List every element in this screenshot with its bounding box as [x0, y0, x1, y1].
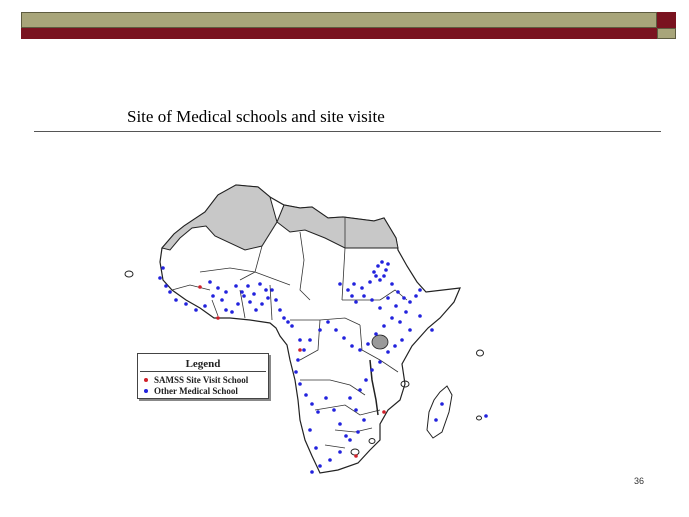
school-marker [393, 344, 397, 348]
school-marker [274, 298, 278, 302]
school-marker [234, 284, 238, 288]
school-marker [370, 298, 374, 302]
school-marker [378, 278, 382, 282]
school-marker [434, 418, 438, 422]
school-marker [248, 300, 252, 304]
school-marker [358, 348, 362, 352]
school-marker [430, 328, 434, 332]
school-marker [216, 286, 220, 290]
school-marker [224, 308, 228, 312]
school-marker [440, 402, 444, 406]
school-marker [161, 266, 165, 270]
school-marker [278, 308, 282, 312]
school-marker [362, 418, 366, 422]
school-marker [390, 316, 394, 320]
school-marker [338, 450, 342, 454]
school-marker [338, 422, 342, 426]
school-marker [348, 438, 352, 442]
school-marker [240, 290, 244, 294]
school-marker [296, 358, 300, 362]
legend-swatch-other-school [144, 389, 148, 393]
site-visit-marker [382, 410, 386, 414]
school-marker [318, 464, 322, 468]
site-visit-marker [216, 316, 220, 320]
site-visit-marker [198, 285, 202, 289]
school-marker [332, 408, 336, 412]
school-marker [348, 396, 352, 400]
school-marker [338, 282, 342, 286]
school-marker [328, 458, 332, 462]
lake-victoria [372, 335, 388, 349]
school-marker [404, 310, 408, 314]
school-marker [211, 294, 215, 298]
school-marker [356, 430, 360, 434]
island-seychelles-a [477, 416, 482, 420]
school-marker [408, 328, 412, 332]
page-number: 36 [634, 476, 645, 486]
legend-title: Legend [185, 358, 221, 370]
school-marker [386, 350, 390, 354]
school-marker [314, 446, 318, 450]
school-marker [304, 393, 308, 397]
school-marker [270, 288, 274, 292]
legend-label-other-school: Other Medical School [154, 386, 238, 396]
school-marker [418, 288, 422, 292]
school-marker [366, 342, 370, 346]
school-marker [252, 292, 256, 296]
school-marker [376, 264, 380, 268]
school-marker [326, 320, 330, 324]
school-marker [368, 280, 372, 284]
school-marker [384, 268, 388, 272]
legend-label-site-visit: SAMSS Site Visit School [154, 375, 249, 385]
school-marker [230, 310, 234, 314]
school-marker [364, 378, 368, 382]
school-marker [350, 294, 354, 298]
school-marker [308, 338, 312, 342]
school-marker [418, 314, 422, 318]
school-marker [380, 260, 384, 264]
school-marker [158, 276, 162, 280]
school-marker [374, 274, 378, 278]
school-marker [378, 306, 382, 310]
school-marker [220, 298, 224, 302]
school-marker [398, 320, 402, 324]
school-marker [203, 304, 207, 308]
map-legend [137, 353, 269, 399]
school-marker [354, 408, 358, 412]
site-visit-marker [354, 454, 358, 458]
school-marker [290, 324, 294, 328]
school-marker [394, 304, 398, 308]
school-marker [184, 302, 188, 306]
school-marker [334, 328, 338, 332]
school-marker [352, 282, 356, 286]
school-marker [310, 402, 314, 406]
school-marker [396, 290, 400, 294]
legend-item-other-school [144, 386, 238, 396]
school-marker [358, 388, 362, 392]
school-marker [360, 286, 364, 290]
school-marker [286, 320, 290, 324]
school-marker [308, 428, 312, 432]
school-marker [414, 294, 418, 298]
school-marker [236, 302, 240, 306]
school-marker [382, 274, 386, 278]
school-marker [242, 294, 246, 298]
school-marker [260, 302, 264, 306]
school-marker [316, 410, 320, 414]
site-visit-marker [298, 348, 302, 352]
legend-divider [140, 371, 266, 372]
school-marker [310, 470, 314, 474]
school-marker [298, 338, 302, 342]
school-marker [354, 300, 358, 304]
school-marker [390, 282, 394, 286]
school-marker [168, 290, 172, 294]
school-marker [342, 336, 346, 340]
school-marker [378, 360, 382, 364]
school-marker [408, 300, 412, 304]
madagascar [427, 386, 452, 438]
school-marker [164, 284, 168, 288]
school-marker [400, 338, 404, 342]
school-marker [402, 296, 406, 300]
school-marker [386, 262, 390, 266]
school-marker [294, 370, 298, 374]
legend-swatch-site-visit [144, 378, 148, 382]
school-marker [344, 434, 348, 438]
school-marker [374, 332, 378, 336]
school-marker [264, 288, 268, 292]
school-marker [208, 280, 212, 284]
school-marker [382, 324, 386, 328]
school-marker [324, 396, 328, 400]
island-comoros [477, 350, 484, 356]
school-marker [258, 282, 262, 286]
school-marker [386, 296, 390, 300]
island-cape-verde [125, 271, 133, 277]
school-marker [484, 414, 488, 418]
school-marker [318, 328, 322, 332]
school-marker [350, 344, 354, 348]
school-marker [370, 368, 374, 372]
legend-item-site-visit [144, 375, 248, 385]
school-marker [266, 296, 270, 300]
slide-title: Site of Medical schools and site visite [127, 107, 385, 126]
school-marker [362, 294, 366, 298]
school-marker [302, 348, 306, 352]
school-marker [372, 270, 376, 274]
school-marker [174, 298, 178, 302]
school-marker [282, 316, 286, 320]
school-marker [346, 288, 350, 292]
school-marker [298, 382, 302, 386]
school-marker [194, 308, 198, 312]
school-marker [254, 308, 258, 312]
school-marker [224, 290, 228, 294]
school-marker [246, 284, 250, 288]
